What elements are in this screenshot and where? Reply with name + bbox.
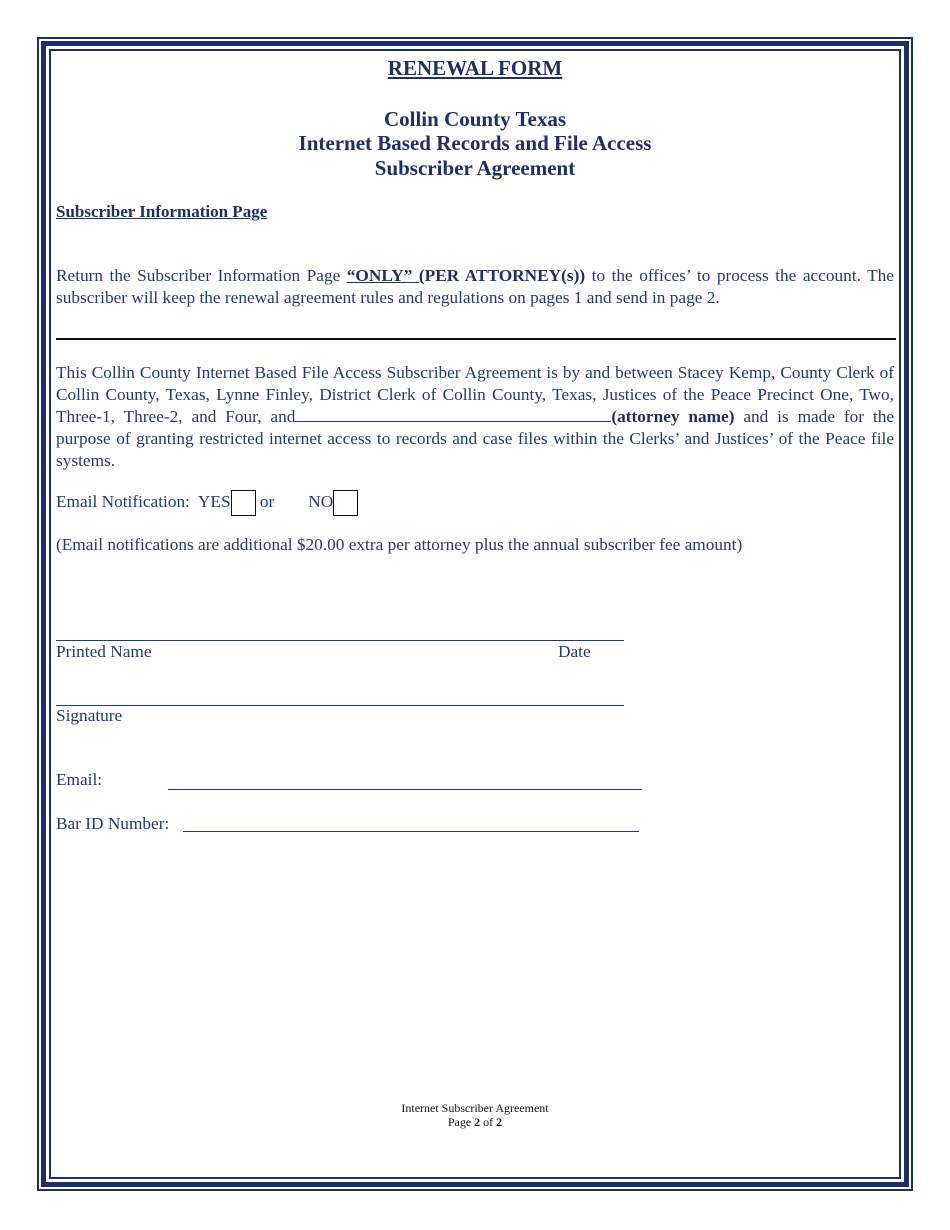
attorney-name-field[interactable] <box>295 407 611 422</box>
yes-checkbox[interactable] <box>231 490 256 516</box>
footer-title: Internet Subscriber Agreement <box>401 1101 549 1115</box>
printed-name-label: Printed Name <box>56 642 152 661</box>
bar-id-field-line[interactable] <box>183 831 639 832</box>
form-title: RENEWAL FORM <box>387 56 563 80</box>
email-label: Email: <box>56 770 103 789</box>
instructions-text-2: to the offices’ to process the account. The subscriber will keep the renewal agreement rules and regulations on pages 1 and send in page 2. <box>56 266 894 307</box>
agreement-text-1: This Collin County Internet Based File Access Subscriber Agreement is by and between Stacey Kemp, County Clerk of Collin County, Texas, Lynne Finley, District Clerk of Collin County, Texas, Justices of the Peace Precinct One, Two, Three-1, Three-2, and Four, and <box>56 363 894 426</box>
agreement-paragraph <box>56 362 894 472</box>
email-notification-label: Email Notification: <box>56 492 190 511</box>
agreement-text-2: and is made for the purpose of granting restricted internet access to records and case files within the Clerks’ and Justices’ of the Peace file systems. <box>56 407 894 470</box>
no-checkbox[interactable] <box>333 490 358 516</box>
footer-page-number <box>56 1115 894 1129</box>
instructions-per-attorney: (PER ATTORNEY(s)) <box>418 266 586 285</box>
section-heading: Subscriber Information Page <box>56 202 268 221</box>
instructions-only: “ONLY” <box>346 266 419 285</box>
or-label: or <box>259 492 275 511</box>
bar-id-label: Bar ID Number: <box>56 814 170 833</box>
signature-label: Signature <box>56 706 123 725</box>
page-prefix: Page <box>447 1115 475 1129</box>
header-line-records: Internet Based Records and File Access <box>298 131 652 155</box>
page-current: 2 <box>474 1115 481 1129</box>
header-line-agreement: Subscriber Agreement <box>374 156 576 180</box>
no-label: NO <box>308 492 334 511</box>
section-divider <box>56 338 896 340</box>
header-line-county: Collin County Texas <box>383 107 567 131</box>
page-total: 2 <box>496 1115 503 1129</box>
date-label: Date <box>558 642 591 661</box>
instructions-text-1: Return the Subscriber Information Page <box>56 266 347 285</box>
email-field-line[interactable] <box>168 789 642 790</box>
instructions-paragraph <box>56 265 894 309</box>
attorney-name-label: (attorney name) <box>611 407 735 426</box>
email-fee-note: (Email notifications are additional $20.00 extra per attorney plus the annual subscriber fee amount) <box>56 535 743 554</box>
page-of: of <box>480 1115 497 1129</box>
signature-line[interactable] <box>56 705 624 706</box>
yes-label: YES <box>197 492 231 511</box>
email-notification-row <box>56 489 358 516</box>
